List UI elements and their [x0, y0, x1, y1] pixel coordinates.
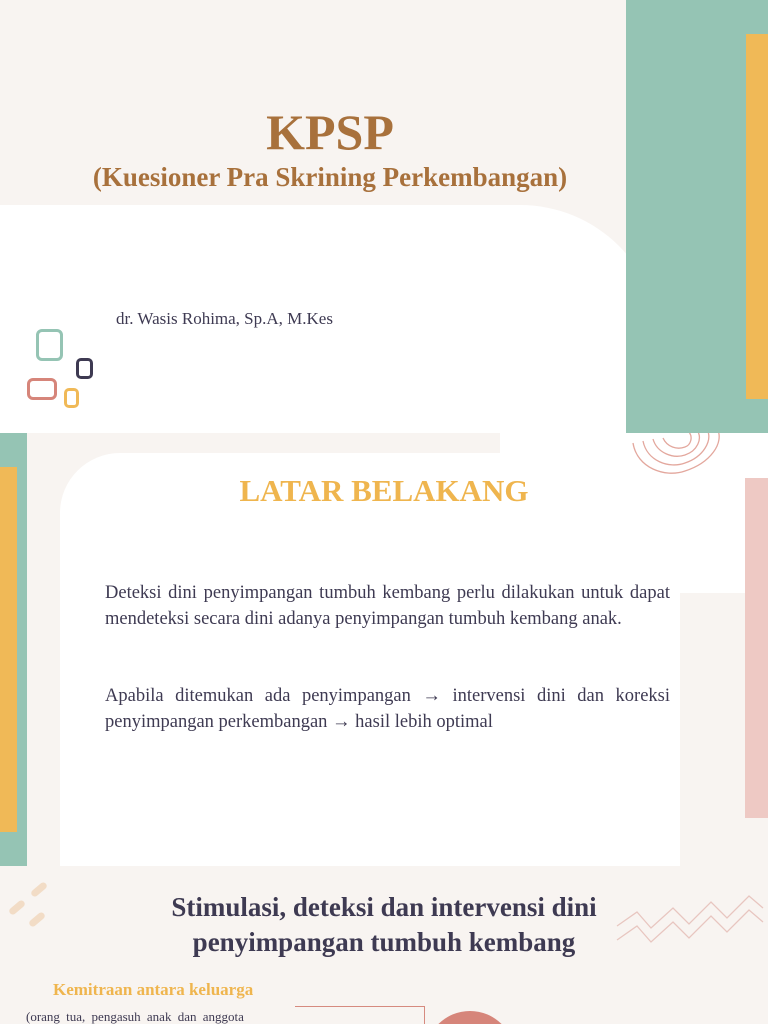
- heading-line-2: penyimpangan tumbuh kembang: [192, 927, 576, 957]
- heading-line-1: Stimulasi, deteksi dan intervensi dini: [171, 892, 597, 922]
- slide-background: [0, 433, 768, 866]
- decorative-circle: [425, 1011, 515, 1024]
- yellow-accent-bar: [746, 34, 768, 399]
- slide-stimulation: [0, 866, 768, 1024]
- background-paragraph-2: Apabila ditemukan ada penyimpangan → intervensi dini dan koreksi penyimpangan perkembangan → hasil lebih optimal: [105, 686, 670, 732]
- teal-square-icon: [36, 329, 63, 361]
- partnership-note: (orang tua, pengasuh anak dan anggota: [26, 1009, 244, 1024]
- presentation-title: KPSP: [266, 104, 394, 160]
- navy-square-icon: [76, 358, 93, 379]
- pink-accent-bar: [745, 478, 768, 818]
- author-name: dr. Wasis Rohima, Sp.A, M.Kes: [116, 309, 333, 328]
- partnership-label: Kemitraan antara keluarga: [53, 980, 254, 999]
- slide-title: [0, 0, 768, 433]
- presentation-subtitle: (Kuesioner Pra Skrining Perkembangan): [92, 162, 568, 192]
- yellow-square-icon: [64, 388, 79, 408]
- connector-box: [295, 1006, 425, 1024]
- background-paragraph-1: Deteksi dini penyimpangan tumbuh kembang perlu dilakukan untuk dapat mendeteksi secara dini adanya penyimpangan tumbuh kembang anak.: [105, 583, 670, 629]
- slide-heading: [0, 890, 768, 960]
- coral-square-icon: [27, 378, 57, 400]
- section-heading: LATAR BELAKANG: [239, 473, 529, 508]
- yellow-accent-bar: [0, 467, 17, 832]
